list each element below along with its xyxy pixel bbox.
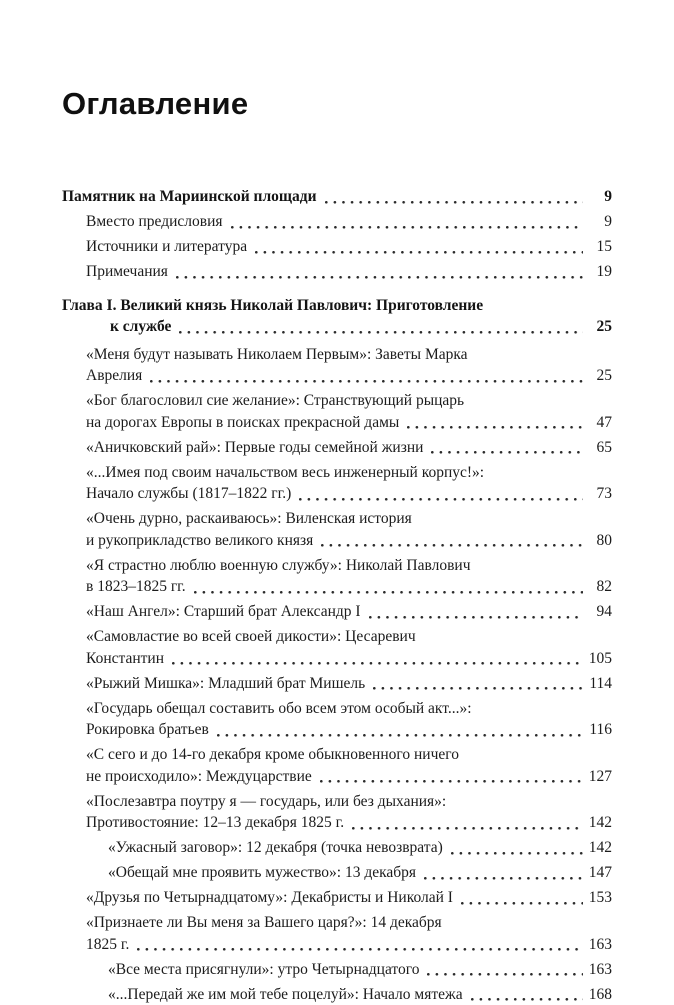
toc-entry: [62, 791, 612, 834]
page-number: 47: [586, 412, 612, 434]
toc-entry-text: «Наш Ангел»: Старший брат Александр I: [86, 601, 361, 623]
toc-entry-text: «Все места присягнули»: утро Четырнадцатого: [108, 959, 419, 981]
toc-entry: [62, 837, 612, 859]
dot-leader: [229, 211, 584, 233]
dot-leader: [215, 719, 583, 741]
page-number: 25: [586, 316, 612, 338]
toc-entry-line: «Признаете ли Вы меня за Вашего царя?»: 14 декабря: [62, 912, 612, 934]
dot-leader: [459, 887, 583, 909]
toc-entry-line: [62, 648, 612, 670]
page-number: 80: [586, 530, 612, 552]
toc-entry: [62, 186, 612, 208]
toc-entry-text: Памятник на Мариинской площади: [62, 186, 317, 208]
toc-entry-line: «С сего и до 14-го декабря кроме обыкновенного ничего: [62, 744, 612, 766]
dot-leader: [192, 576, 583, 598]
toc-entry-line: «Самовластие во всей своей дикости»: Цесаревич: [62, 626, 612, 648]
page-number: 153: [586, 887, 612, 909]
dot-leader: [449, 837, 583, 859]
toc-entry-line: [62, 673, 612, 695]
dot-leader: [148, 365, 583, 387]
toc-entry-line: «Меня будут называть Николаем Первым»: Заветы Марка: [62, 344, 612, 366]
toc-entry-text: Начало службы (1817–1822 гг.): [86, 483, 291, 505]
toc-entry-line: [62, 601, 612, 623]
toc-entry-text: «...Передай же им мой тебе поцелуй»: Начало мятежа: [108, 984, 463, 1005]
toc-entry-line: [62, 412, 612, 434]
toc-entry-line: [62, 236, 612, 258]
toc-entry: [62, 744, 612, 787]
toc-entry: [62, 211, 612, 233]
dot-leader: [429, 437, 583, 459]
page-number: 9: [586, 186, 612, 208]
toc-entry-line: [62, 887, 612, 909]
dot-leader: [174, 261, 583, 283]
toc-entry-text: Примечания: [86, 261, 168, 283]
page-number: 116: [586, 719, 612, 741]
page-number: 94: [586, 601, 612, 623]
toc-entry-text: Вместо предисловия: [86, 211, 223, 233]
toc-entry: [62, 912, 612, 955]
toc-entry-text: Противостояние: 12–13 декабря 1825 г.: [86, 812, 344, 834]
toc-entry-line: [62, 316, 612, 338]
toc-entry: [62, 555, 612, 598]
page-number: 65: [586, 437, 612, 459]
toc-entry-text: 1825 г.: [86, 934, 129, 956]
toc-entry: [62, 601, 612, 623]
toc-entry: [62, 390, 612, 433]
toc-entry-line: [62, 437, 612, 459]
page-number: 142: [586, 812, 612, 834]
dot-leader: [469, 984, 583, 1005]
page-number: 15: [586, 236, 612, 258]
toc-entry-line: [62, 984, 612, 1005]
page-number: 73: [586, 483, 612, 505]
toc-entry-line: [62, 186, 612, 208]
dot-leader: [170, 648, 583, 670]
toc-entry-text: на дорогах Европы в поисках прекрасной дамы: [86, 412, 399, 434]
toc-entry: [62, 673, 612, 695]
toc-entry: [62, 295, 612, 338]
dot-leader: [371, 673, 583, 695]
toc-entry-line: [62, 837, 612, 859]
page-number: 25: [586, 365, 612, 387]
toc-entry-text: Константин: [86, 648, 164, 670]
toc-entry-line: [62, 934, 612, 956]
dot-leader: [318, 766, 583, 788]
toc-entry-text: «Аничковский рай»: Первые годы семейной жизни: [86, 437, 423, 459]
toc-entry-line: [62, 959, 612, 981]
toc-entry-line: «Государь обещал составить обо всем этом особый акт...»:: [62, 698, 612, 720]
toc-entry: [62, 626, 612, 669]
page-number: 163: [586, 959, 612, 981]
toc-entry: [62, 959, 612, 981]
toc-entry: [62, 887, 612, 909]
toc-entry-line: [62, 862, 612, 884]
toc-entry-text: и рукоприкладство великого князя: [86, 530, 313, 552]
toc-entry-line: [62, 719, 612, 741]
page-number: 114: [586, 673, 612, 695]
page-number: 82: [586, 576, 612, 598]
toc-entry: [62, 437, 612, 459]
toc-entry-text: Рокировка братьев: [86, 719, 209, 741]
dot-leader: [405, 412, 583, 434]
toc-entry-line: [62, 766, 612, 788]
dot-leader: [323, 186, 583, 208]
toc-entry: [62, 508, 612, 551]
dot-leader: [425, 959, 583, 981]
page-title: Оглавление: [62, 86, 612, 122]
page-number: 142: [586, 837, 612, 859]
page-number: 19: [586, 261, 612, 283]
toc-entry: [62, 862, 612, 884]
page-number: 147: [586, 862, 612, 884]
dot-leader: [253, 236, 583, 258]
toc-entry-line: Глава I. Великий князь Николай Павлович: Приготовление: [62, 295, 612, 317]
toc-entry-text: не происходило»: Междуцарствие: [86, 766, 312, 788]
toc-entry-line: [62, 812, 612, 834]
toc-entry-line: «Бог благословил сие желание»: Странствующий рыцарь: [62, 390, 612, 412]
dot-leader: [135, 934, 583, 956]
dot-leader: [297, 483, 583, 505]
dot-leader: [177, 316, 583, 338]
toc-entry-text: в 1823–1825 гг.: [86, 576, 186, 598]
toc-entry-text: «Друзья по Четырнадцатому»: Декабристы и Николай I: [86, 887, 453, 909]
toc-entry-line: «Послезавтра поутру я — государь, или без дыхания»:: [62, 791, 612, 813]
toc-entry-line: «Я страстно люблю военную службу»: Николай Павлович: [62, 555, 612, 577]
toc-entry-text: Источники и литература: [86, 236, 247, 258]
toc-entry: [62, 462, 612, 505]
table-of-contents: [62, 186, 612, 1005]
toc-entry-line: [62, 261, 612, 283]
toc-entry-text: «Рыжий Мишка»: Младший брат Мишель: [86, 673, 365, 695]
toc-entry-text: «Ужасный заговор»: 12 декабря (точка невозврата): [108, 837, 443, 859]
toc-entry-line: [62, 483, 612, 505]
toc-entry-text: к службе: [110, 316, 171, 338]
toc-entry-line: «...Имея под своим начальством весь инженерный корпус!»:: [62, 462, 612, 484]
toc-entry-line: [62, 576, 612, 598]
toc-entry-line: [62, 530, 612, 552]
toc-entry-text: Аврелия: [86, 365, 142, 387]
page-number: 9: [586, 211, 612, 233]
dot-leader: [422, 862, 583, 884]
page-number: 105: [586, 648, 612, 670]
toc-entry-text: «Обещай мне проявить мужество»: 13 декабря: [108, 862, 416, 884]
dot-leader: [319, 530, 583, 552]
toc-entry: [62, 236, 612, 258]
toc-entry-line: [62, 365, 612, 387]
page-number: 163: [586, 934, 612, 956]
dot-leader: [367, 601, 583, 623]
toc-entry-line: [62, 211, 612, 233]
toc-entry: [62, 261, 612, 283]
dot-leader: [350, 812, 583, 834]
page-number: 127: [586, 766, 612, 788]
toc-entry: [62, 344, 612, 387]
toc-entry: [62, 984, 612, 1005]
page-number: 168: [586, 984, 612, 1005]
toc-entry-line: «Очень дурно, раскаиваюсь»: Виленская история: [62, 508, 612, 530]
toc-entry: [62, 698, 612, 741]
